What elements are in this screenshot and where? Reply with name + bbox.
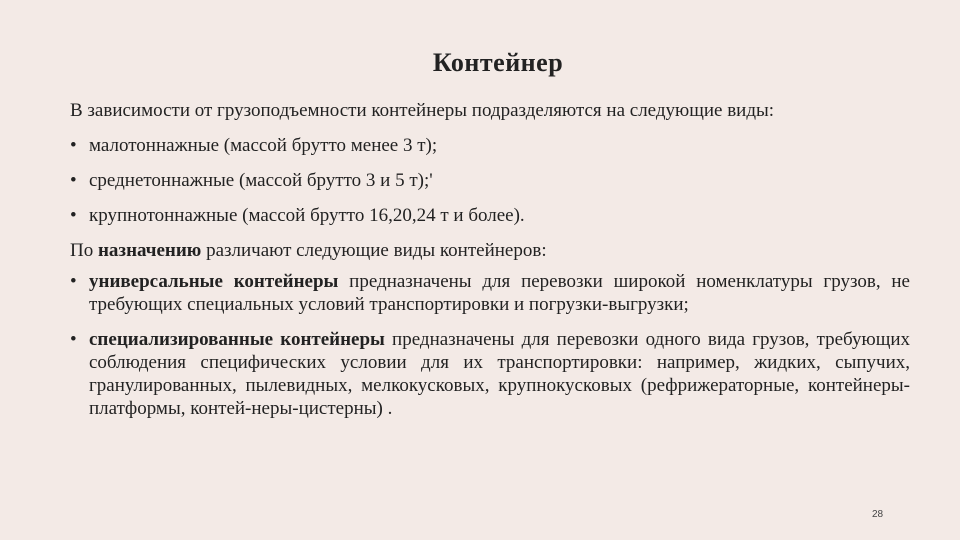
description-specialized: предназначены для перевозки одного вида грузов, требующих соблюдения специфических условии для их транспортировки: например, жидких, сыпучих, гранулированных, пылевидных, мелкокусковых, крупнокусковых (рефрижераторные, контейнеры-платформы, контей-неры-цистерны) . [89, 329, 910, 419]
slide-content [70, 99, 910, 432]
description-universal: предназначены для перевозки широкой номенклатуры грузов, не требующих специальных условий транспортировки и погрузки-выгрузки; [89, 271, 910, 315]
list-item-text: крупнотоннажные (массой брутто 16,20,24 т и более). [89, 205, 525, 226]
slide-title: Контейнер [432, 48, 564, 77]
purpose-paragraph [70, 239, 910, 262]
list-item-specialized-containers [70, 328, 910, 420]
purpose-prefix: По [70, 240, 98, 261]
list-item-large-tonnage [70, 204, 910, 227]
purpose-suffix: различают следующие виды контейнеров: [201, 240, 547, 261]
list-item-small-tonnage [70, 134, 910, 157]
list-item-medium-tonnage [70, 169, 910, 192]
purpose-bold-term: назначению [97, 240, 202, 261]
bullet-marker: • [70, 271, 77, 292]
bullet-marker: • [70, 135, 77, 156]
bullet-marker: • [70, 329, 77, 350]
page-number: 28 [872, 509, 884, 520]
term-universal: универсальные контейнеры [89, 271, 339, 292]
list-item-text: малотоннажные (массой брутто менее 3 т); [89, 135, 438, 156]
term-specialized: специализированные контейнеры [89, 329, 385, 350]
list-item-universal-containers [70, 270, 910, 316]
bullet-marker: • [70, 170, 77, 191]
bullet-marker: • [70, 205, 77, 226]
list-item-text: среднетоннажные (массой брутто 3 и 5 т);' [89, 170, 433, 191]
intro-paragraph: В зависимости от грузоподъемности контейнеры подразделяются на следующие виды: [70, 100, 775, 121]
